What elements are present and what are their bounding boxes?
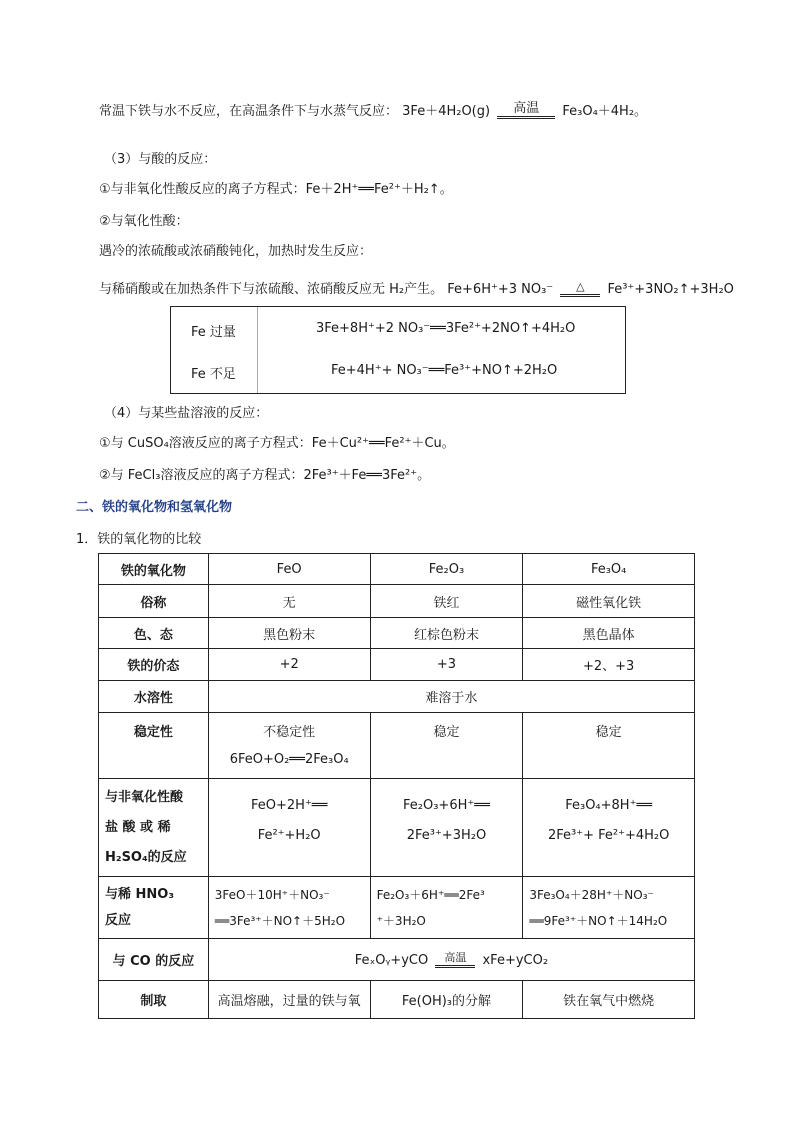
fe2o3-nonox-1: Fe₂O₃+6H⁺══: [403, 798, 490, 813]
fe-excess-eq: 3Fe+8H⁺+2 NO₃⁻══3Fe²⁺+2NO↑+4H₂O: [316, 321, 576, 336]
dilute-cond-bar: [560, 294, 600, 297]
water-cond-bar: [497, 116, 555, 119]
water-eq-left: 3Fe＋4H₂O(g): [402, 104, 491, 119]
header-cell: 铁的氧化物: [99, 554, 209, 585]
fecl3-line: ②与 FeCl₃溶液反应的离子方程式：2Fe³⁺＋Fe══3Fe²⁺。: [99, 468, 431, 483]
ox-acid-line: ②与氧化性酸：: [99, 214, 189, 229]
dilute-cond-label: △: [576, 280, 585, 293]
nonox-label-1: 与非氧化性酸: [105, 789, 184, 805]
row-label: 水溶性: [99, 681, 209, 713]
table-cell: 黑色晶体: [523, 618, 695, 649]
acid-heading: （3）与酸的反应：: [104, 152, 217, 167]
table-row: [99, 681, 695, 713]
table-cell: 稳定: [370, 713, 523, 779]
dilute-line: [99, 278, 734, 297]
table-cell: +3: [370, 649, 523, 681]
nonox-label-3: H₂SO₄的反应: [105, 849, 187, 865]
section-title: 二、铁的氧化物和氢氧化物: [76, 500, 233, 515]
water-cond-label: 高温: [513, 101, 540, 116]
co-eq-left: FeₓOᵧ+yCO: [354, 953, 429, 968]
table-cell: [208, 713, 370, 779]
cuso4-line: ①与 CuSO₄溶液反应的离子方程式：Fe＋Cu²⁺══Fe²⁺＋Cu。: [99, 436, 455, 451]
table-cell: 难溶于水: [208, 681, 694, 713]
water-condition: [497, 102, 555, 119]
iron-oxides-table: [98, 553, 695, 1019]
row-label: 色、态: [99, 618, 209, 649]
fe3o4-hno3-2: ══9Fe³⁺＋NO↑＋14H₂O: [529, 913, 668, 928]
table-cell: [523, 779, 695, 877]
table-cell: 红棕色粉末: [370, 618, 523, 649]
table-row: [99, 554, 695, 585]
header-cell: Fe₃O₄: [523, 554, 695, 585]
salt-heading: （4）与某些盐溶液的反应：: [104, 406, 269, 421]
fe-excess-deficient-box: [170, 306, 626, 394]
fe3o4-nonox-2: 2Fe³⁺+ Fe²⁺+4H₂O: [547, 828, 670, 843]
nonox-label-2: 盐 酸 或 稀: [105, 819, 171, 835]
table-row: [99, 981, 695, 1019]
table-row: [99, 649, 695, 681]
table-cell: +2: [208, 649, 370, 681]
row-label: [99, 779, 209, 877]
table-row: [99, 713, 695, 779]
table-cell: [208, 877, 370, 939]
box-divider: [257, 307, 258, 393]
table-row: [99, 618, 695, 649]
table-cell: 无: [208, 585, 370, 618]
row-label: 与 CO 的反应: [99, 939, 209, 981]
feo-hno3-1: 3FeO＋10H⁺＋NO₃⁻: [214, 887, 330, 902]
feo-nonox-2: Fe²⁺+H₂O: [257, 828, 321, 843]
nonox-acid-text: ①与非氧化性酸反应的离子方程式：: [99, 182, 306, 197]
fe3o4-hno3-1: 3Fe₃O₄＋28H⁺＋NO₃⁻: [529, 887, 654, 902]
table-cell: [523, 877, 695, 939]
row-label: 俗称: [99, 585, 209, 618]
water-eq-right: Fe₃O₄＋4H₂。: [562, 104, 648, 119]
nonox-acid-line: [99, 178, 453, 197]
fe-deficient-label: Fe 不足: [191, 367, 236, 382]
table-cell: 高温熔融，过量的铁与氧: [208, 981, 370, 1019]
co-condition: [435, 951, 475, 968]
table-row: [99, 779, 695, 877]
table-cell: [370, 779, 523, 877]
fe2o3-nonox-2: 2Fe³⁺+3H₂O: [406, 828, 487, 843]
header-cell: Fe₂O₃: [370, 554, 523, 585]
nonox-acid-eq: Fe＋2H⁺══Fe²⁺＋H₂↑。: [305, 182, 453, 197]
table-row: [99, 939, 695, 981]
dilute-eq-right: Fe³⁺+3NO₂↑+3H₂O: [607, 282, 734, 297]
feo-stability-eq: 6FeO+O₂══2Fe₃O₄: [229, 752, 349, 767]
row-label: 铁的价态: [99, 649, 209, 681]
fe-deficient-eq: Fe+4H⁺+ NO₃⁻══Fe³⁺+NO↑+2H₂O: [331, 363, 558, 378]
co-eq-right: xFe+yCO₂: [482, 953, 549, 968]
dilute-text: 与稀硝酸或在加热条件下与浓硫酸、浓硝酸反应无 H₂产生。: [99, 282, 444, 297]
row-label: 稳定性: [99, 713, 209, 779]
section-subtitle: 1．铁的氧化物的比较: [76, 532, 202, 547]
row-label: 制取: [99, 981, 209, 1019]
hno3-label-2: 反应: [105, 912, 132, 928]
water-reaction-text: 常温下铁与水不反应，在高温条件下与水蒸气反应：: [99, 104, 399, 119]
table-cell: [208, 779, 370, 877]
table-cell: [208, 939, 694, 981]
fe2o3-hno3-2: ⁺＋3H₂O: [376, 913, 426, 928]
co-cond-label: 高温: [444, 951, 467, 964]
table-row: [99, 877, 695, 939]
table-cell: 黑色粉末: [208, 618, 370, 649]
fe3o4-nonox-1: Fe₃O₄+8H⁺══: [565, 798, 653, 813]
table-cell: 铁红: [370, 585, 523, 618]
fe2o3-hno3-1: Fe₂O₃＋6H⁺══2Fe³: [376, 887, 485, 902]
feo-nonox-1: FeO+2H⁺══: [250, 798, 328, 813]
feo-hno3-2: ══3Fe³⁺＋NO↑＋5H₂O: [214, 913, 346, 928]
feo-stability: 不稳定性: [263, 725, 316, 740]
dilute-condition: [560, 280, 600, 297]
table-row: [99, 585, 695, 618]
header-cell: FeO: [208, 554, 370, 585]
table-cell: [370, 877, 523, 939]
water-reaction-line: [99, 100, 647, 119]
table-cell: +2、+3: [523, 649, 695, 681]
table-cell: 铁在氧气中燃烧: [523, 981, 695, 1019]
fe-excess-label: Fe 过量: [191, 325, 236, 340]
hno3-label-1: 与稀 HNO₃: [105, 886, 175, 902]
table-cell: 磁性氧化铁: [523, 585, 695, 618]
passivation-line: 遇冷的浓硫酸或浓硝酸钝化，加热时发生反应：: [99, 244, 373, 259]
co-cond-bar: [435, 965, 475, 968]
row-label: [99, 877, 209, 939]
dilute-eq-left: Fe+6H⁺+3 NO₃⁻: [447, 282, 554, 297]
table-cell: Fe(OH)₃的分解: [370, 981, 523, 1019]
table-cell: 稳定: [523, 713, 695, 779]
